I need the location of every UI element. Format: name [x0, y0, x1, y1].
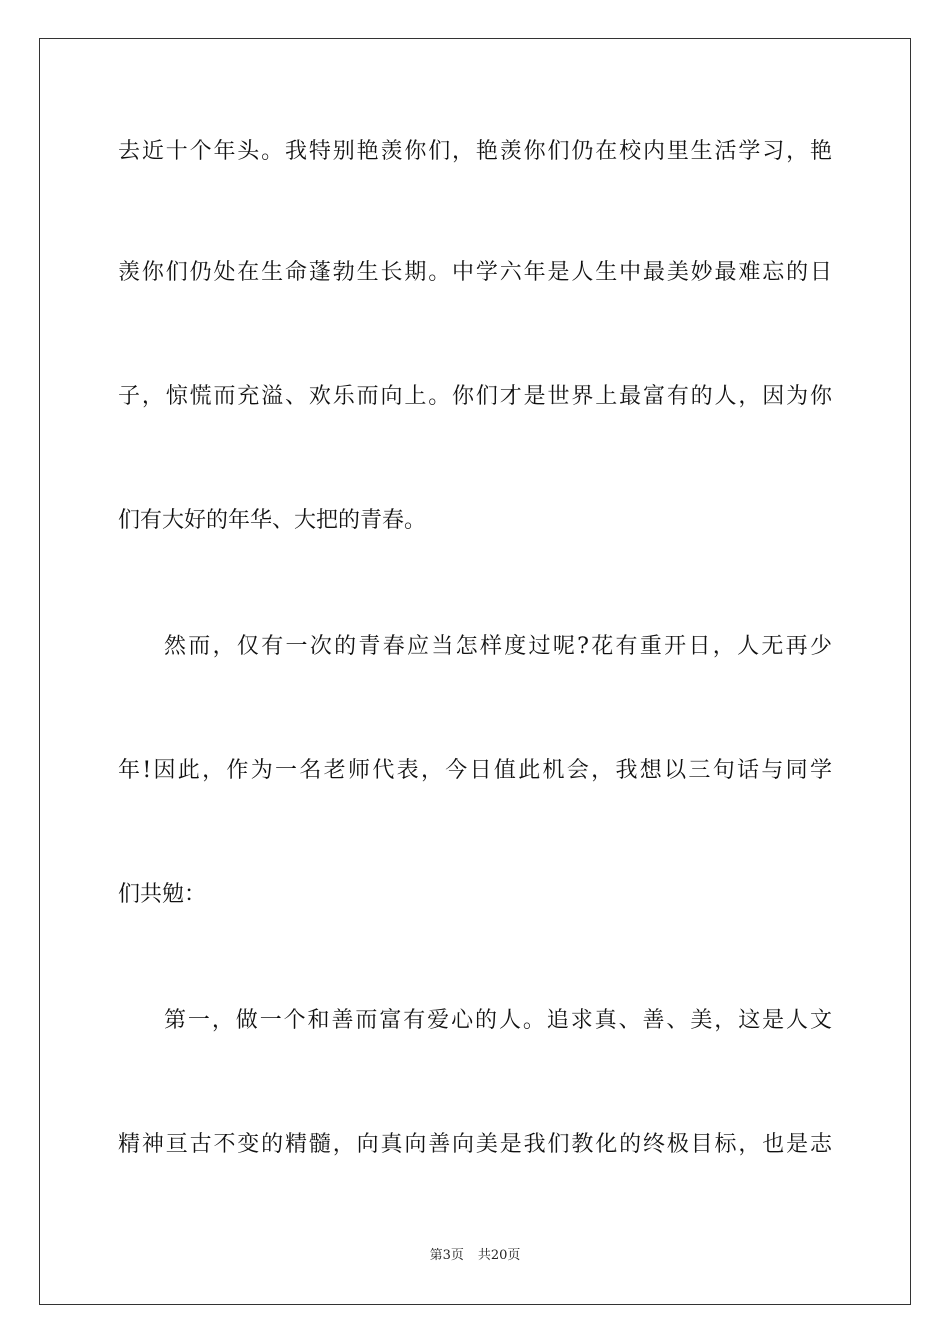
page-number: 第3页 [429, 1248, 464, 1263]
paragraph-first-line: 第一，做一个和善而富有爱心的人。追求真、善、美，这是人文 [164, 1008, 832, 1033]
text-line: 们共勉： [118, 882, 207, 907]
text-line: 去近十个年头。我特别艳羡你们，艳羡你们仍在校内里生活学习，艳 [118, 139, 832, 164]
page-total: 共20页 [477, 1248, 521, 1263]
text-line: 子，惊慌而充溢、欢乐而向上。你们才是世界上最富有的人，因为你 [118, 384, 832, 409]
page-footer [0, 1247, 950, 1265]
page-border [39, 38, 911, 1305]
text-line: 精神亘古不变的精髓，向真向善向美是我们教化的终极目标，也是志 [118, 1132, 832, 1157]
text-line: 羡你们仍处在生命蓬勃生长期。中学六年是人生中最美妙最难忘的日 [118, 260, 832, 285]
paragraph-first-line: 然而，仅有一次的青春应当怎样度过呢?花有重开日，人无再少 [164, 634, 832, 659]
text-line: 年!因此，作为一名老师代表，今日值此机会，我想以三句话与同学 [118, 758, 832, 783]
text-line: 们有大好的年华、大把的青春。 [118, 508, 427, 533]
